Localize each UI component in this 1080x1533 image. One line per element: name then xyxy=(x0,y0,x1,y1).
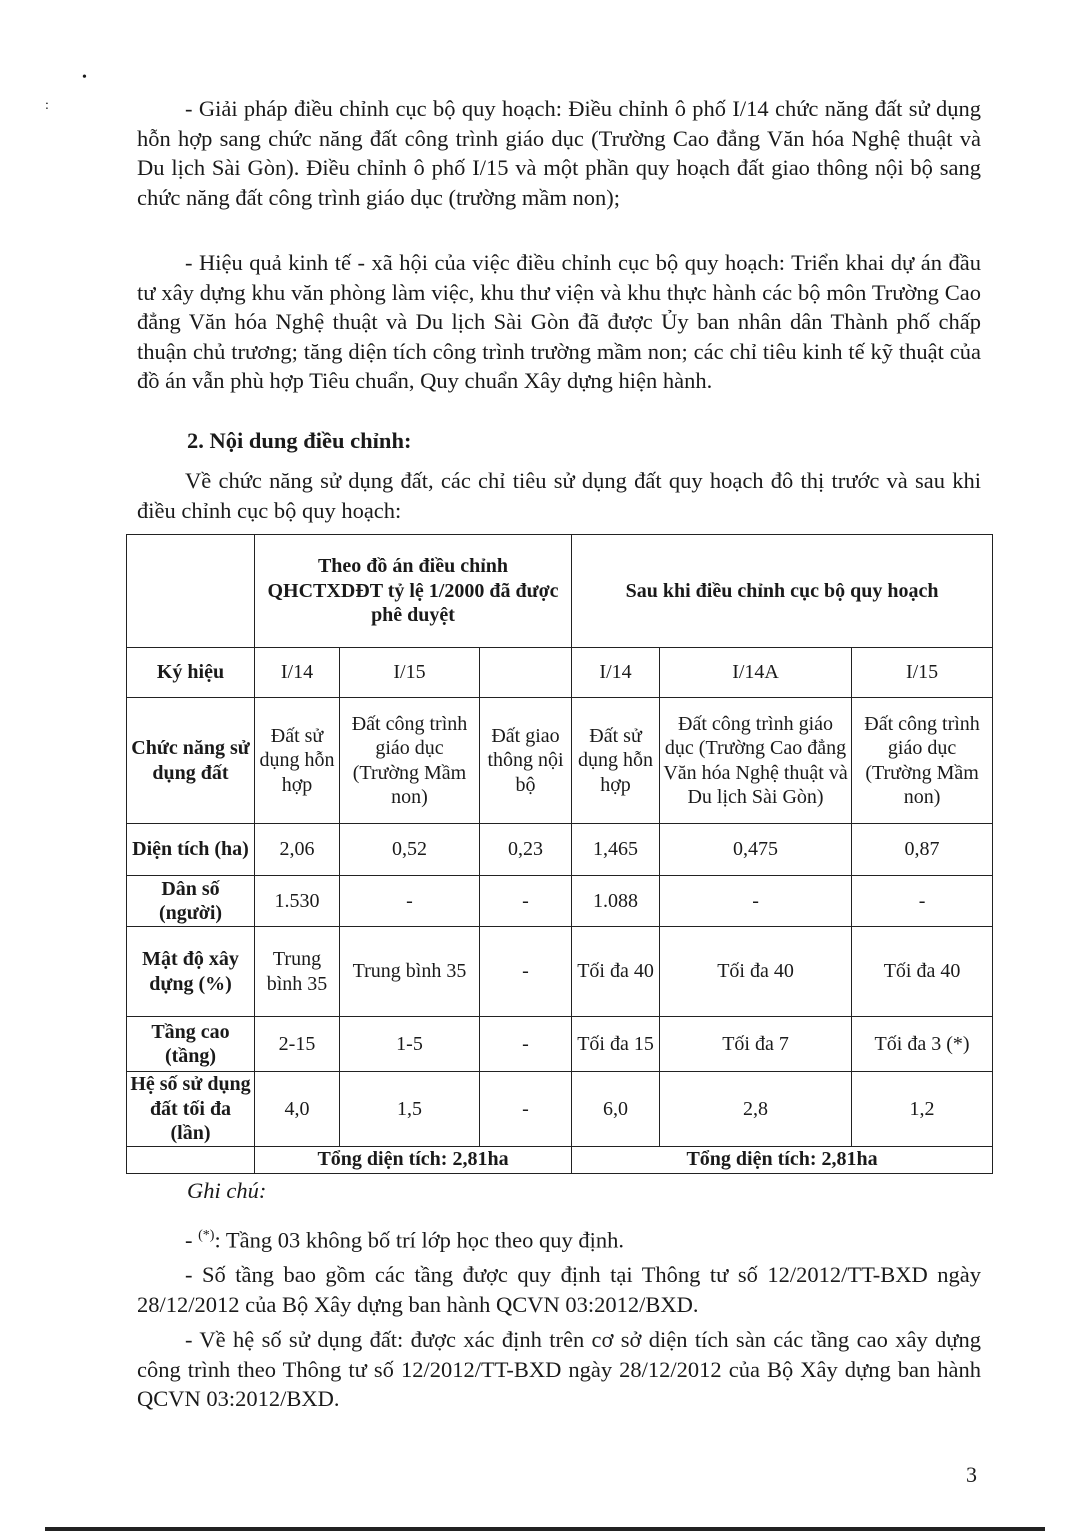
note-1: - (*): Tầng 03 không bố trí lớp học theo quy định. xyxy=(185,1227,625,1253)
table-row xyxy=(127,876,993,927)
footer-rule xyxy=(45,1527,1045,1531)
table-cell: - xyxy=(480,927,572,1017)
table-cell: 1.530 xyxy=(255,876,340,927)
table-row xyxy=(127,927,993,1017)
table-cell: 0,52 xyxy=(340,824,480,876)
table-cell: Tối đa 7 xyxy=(660,1017,852,1072)
table-cell: 1,465 xyxy=(572,824,660,876)
table-cell: Đất công trình giáo dục (Trường Mầm non) xyxy=(852,698,993,824)
table-cell: 4,0 xyxy=(255,1072,340,1147)
paragraph-effect xyxy=(137,248,981,396)
table-cell: Đất công trình giáo dục (Trường Cao đẳng Văn hóa Nghệ thuật và Du lịch Sài Gòn) xyxy=(660,698,852,824)
table-cell: 1-5 xyxy=(340,1017,480,1072)
table-row xyxy=(127,824,993,876)
table-cell: 0,475 xyxy=(660,824,852,876)
table-cell: 1.088 xyxy=(572,876,660,927)
table-cell: Trung bình 35 xyxy=(340,927,480,1017)
table-cell xyxy=(480,648,572,698)
table-row xyxy=(127,1017,993,1072)
row-label-population: Dân số (người) xyxy=(127,876,255,927)
table-cell: - xyxy=(660,876,852,927)
table-cell: - xyxy=(480,1072,572,1147)
table-cell: I/15 xyxy=(852,648,993,698)
paragraph-intro xyxy=(137,466,981,525)
page-number: 3 xyxy=(966,1462,977,1487)
row-label-function: Chức năng sử dụng đất xyxy=(127,698,255,824)
note-1-text: : Tầng 03 không bố trí lớp học theo quy định. xyxy=(214,1227,625,1253)
table-row xyxy=(127,535,993,648)
paragraph-solution xyxy=(137,94,981,212)
table-cell: Tối đa 3 (*) xyxy=(852,1017,993,1072)
table-cell: 1,5 xyxy=(340,1072,480,1147)
table-cell: 2,06 xyxy=(255,824,340,876)
table-cell: Tối đa 40 xyxy=(660,927,852,1017)
table-cell: - xyxy=(340,876,480,927)
table-row xyxy=(127,648,993,698)
table-row xyxy=(127,698,993,824)
table-row xyxy=(127,1146,993,1173)
total-area-after: Tổng diện tích: 2,81ha xyxy=(572,1146,993,1173)
table-cell: I/14A xyxy=(660,648,852,698)
table-cell: Tối đa 40 xyxy=(572,927,660,1017)
row-label-density: Mật độ xây dựng (%) xyxy=(127,927,255,1017)
table-row xyxy=(127,1072,993,1147)
scan-mark: : xyxy=(45,98,49,113)
table-cell: Trung bình 35 xyxy=(255,927,340,1017)
table-cell: 2,8 xyxy=(660,1072,852,1147)
paragraph-intro-text: Về chức năng sử dụng đất, các chỉ tiêu sử dụng đất quy hoạch đô thị trước và sau khi điều chỉnh cục bộ quy hoạch: xyxy=(137,468,981,523)
table-cell: 1,2 xyxy=(852,1072,993,1147)
row-label-far: Hệ số sử dụng đất tối đa (lần) xyxy=(127,1072,255,1147)
total-area-before: Tổng diện tích: 2,81ha xyxy=(255,1146,572,1173)
table-cell: - xyxy=(480,876,572,927)
table-cell: I/15 xyxy=(340,648,480,698)
group-header-before: Theo đồ án điều chỉnh QHCTXDĐT tỷ lệ 1/2000 đã được phê duyệt xyxy=(255,535,572,648)
paragraph-effect-text: - Hiệu quả kinh tế - xã hội của việc điều chỉnh cục bộ quy hoạch: Triển khai dự án đầu tư xây dựng khu văn phòng làm việc, khu thư viện và khu thực hành các bộ môn Trường Cao đẳng Văn hóa Nghệ thuật và Du lịch Sài Gòn đã được Ủy ban nhân dân Thành phố chấp thuận chủ trương; tăng diện tích công trình trường mầm non; các chỉ tiêu kinh tế kỹ thuật của đồ án vẫn phù hợp Tiêu chuẩn, Quy chuẩn Xây dựng hiện hành. xyxy=(137,250,981,394)
table-cell: 6,0 xyxy=(572,1072,660,1147)
table-cell: 2-15 xyxy=(255,1017,340,1072)
table-cell: Tối đa 15 xyxy=(572,1017,660,1072)
table-cell: I/14 xyxy=(572,648,660,698)
row-label-code: Ký hiệu xyxy=(127,648,255,698)
table-corner-cell xyxy=(127,535,255,648)
table-cell: I/14 xyxy=(255,648,340,698)
table-cell: - xyxy=(480,1017,572,1072)
table-cell xyxy=(127,1146,255,1173)
table-cell: 0,23 xyxy=(480,824,572,876)
notes-title: Ghi chú: xyxy=(187,1178,267,1203)
note-3-text: - Về hệ số sử dụng đất: được xác định trên cơ sở diện tích sàn các tầng cao xây dựng công trình theo Thông tư số 12/2012/TT-BXD ngày 28/12/2012 của Bộ Xây dựng ban hành QCVN 03:2012/BXD. xyxy=(137,1327,981,1412)
table-cell: Đất giao thông nội bộ xyxy=(480,698,572,824)
table-cell: Đất công trình giáo dục (Trường Mầm non) xyxy=(340,698,480,824)
table-cell: Tối đa 40 xyxy=(852,927,993,1017)
note-2-text: - Số tầng bao gồm các tầng được quy định tại Thông tư số 12/2012/TT-BXD ngày 28/12/2012 của Bộ Xây dựng ban hành QCVN 03:2012/BXD. xyxy=(137,1262,981,1317)
land-use-table xyxy=(126,534,993,1174)
table-cell: Đất sử dụng hỗn hợp xyxy=(255,698,340,824)
row-label-floors: Tầng cao (tầng) xyxy=(127,1017,255,1072)
table-cell: - xyxy=(852,876,993,927)
note-2 xyxy=(137,1260,981,1319)
table-cell: 0,87 xyxy=(852,824,993,876)
note-1-mark: (*) xyxy=(198,1228,215,1243)
row-label-area: Diện tích (ha) xyxy=(127,824,255,876)
scan-mark: • xyxy=(82,70,87,85)
paragraph-solution-text: - Giải pháp điều chỉnh cục bộ quy hoạch: Điều chỉnh ô phố I/14 chức năng đất sử dụng hỗn hợp sang chức năng đất công trình giáo dục (Trường Cao đẳng Văn hóa Nghệ thuật và Du lịch Sài Gòn). Điều chỉnh ô phố I/15 và một phần quy hoạch đất giao thông nội bộ sang chức năng đất công trình giáo dục (trường mầm non); xyxy=(137,96,981,210)
note-3 xyxy=(137,1325,981,1414)
table-cell: Đất sử dụng hỗn hợp xyxy=(572,698,660,824)
group-header-after: Sau khi điều chỉnh cục bộ quy hoạch xyxy=(572,535,993,648)
section-heading: 2. Nội dung điều chỉnh: xyxy=(187,428,412,453)
